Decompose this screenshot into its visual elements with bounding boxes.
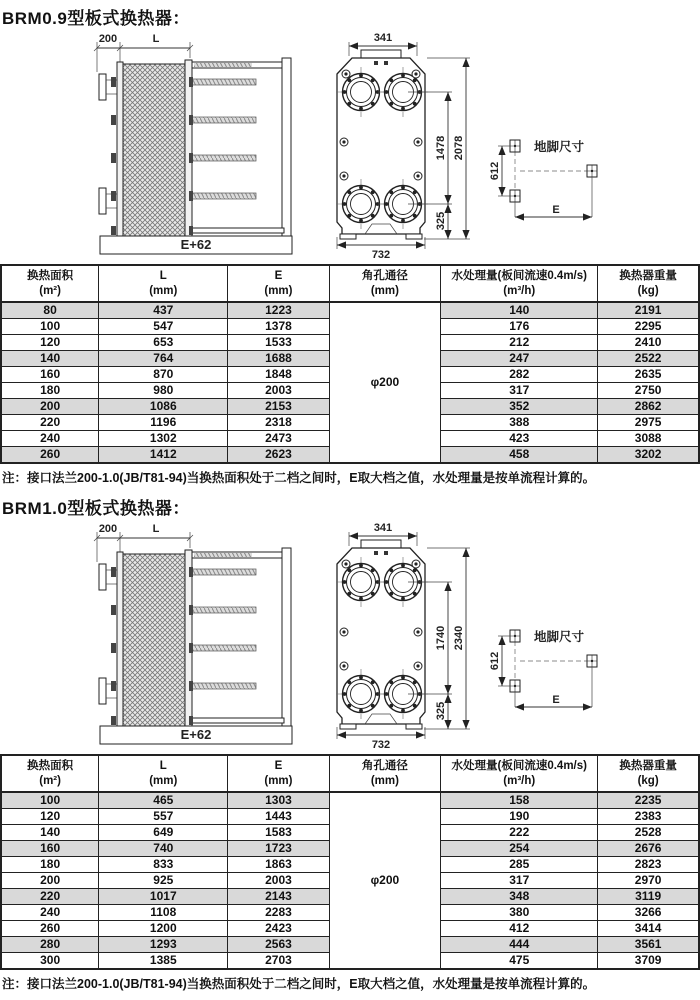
table-cell: 2623: [228, 447, 329, 464]
table-cell: 317: [441, 873, 598, 889]
table-cell: 465: [99, 792, 228, 809]
table-cell: 260: [1, 921, 99, 937]
side-view: [94, 523, 292, 744]
table-cell: 1302: [99, 431, 228, 447]
dim-base-width: 732: [371, 739, 391, 750]
anchor-pad: [510, 680, 520, 692]
table-header: [1, 265, 699, 302]
table-cell: 764: [99, 351, 228, 367]
table-cell: 2676: [598, 841, 699, 857]
table-cell: 180: [1, 383, 99, 399]
col-header-E: E (mm): [228, 755, 329, 792]
col-header-L: L (mm): [99, 265, 228, 302]
spec-table: [0, 754, 700, 970]
table-cell: 1196: [99, 415, 228, 431]
document-page: [0, 4, 700, 992]
table-cell: 285: [441, 857, 598, 873]
table-cell: 220: [1, 889, 99, 905]
col-header-port: 角孔通径 (mm): [329, 755, 441, 792]
table-cell: 437: [99, 302, 228, 319]
table-cell: 547: [99, 319, 228, 335]
table-cell: 3561: [598, 937, 699, 953]
table-header: [1, 755, 699, 792]
table-cell: 2283: [228, 905, 329, 921]
table-cell: 3119: [598, 889, 699, 905]
table-cell: 222: [441, 825, 598, 841]
table-cell: 475: [441, 953, 598, 970]
table-cell: 1688: [228, 351, 329, 367]
col-header-flow: 水处理量(板间流速0.4m/s) (m³/h): [441, 265, 598, 302]
table-cell: 1108: [99, 905, 228, 921]
table-cell: 444: [441, 937, 598, 953]
dim-port-span: 1478: [435, 135, 447, 161]
table-cell: 160: [1, 367, 99, 383]
table-cell: 348: [441, 889, 598, 905]
table-cell: 2522: [598, 351, 699, 367]
anchor-pad: [587, 655, 597, 667]
dim-pack-length: L: [152, 33, 160, 45]
table-body: [1, 792, 699, 969]
section-brm10: [0, 494, 700, 992]
foot-diagram-title: 地脚尺寸: [534, 630, 585, 644]
table-cell: 412: [441, 921, 598, 937]
table-cell: 100: [1, 792, 99, 809]
port-diameter-cell: φ200: [329, 302, 441, 463]
table-row: [1, 302, 699, 319]
table-cell: 388: [441, 415, 598, 431]
table-row: [1, 792, 699, 809]
table-cell: 1385: [99, 953, 228, 970]
port-diameter-cell: φ200: [329, 792, 441, 969]
table-cell: 254: [441, 841, 598, 857]
table-cell: 2563: [228, 937, 329, 953]
table-cell: 2235: [598, 792, 699, 809]
table-cell: 200: [1, 873, 99, 889]
dim-foot-width: E: [552, 694, 560, 706]
table-cell: 140: [1, 351, 99, 367]
table-cell: 649: [99, 825, 228, 841]
table-cell: 2003: [228, 383, 329, 399]
table-cell: 1086: [99, 399, 228, 415]
footnote: 注：接口法兰200-1.0(JB/T81-94)当换热面积处于二档之间时，E取大档之值，水处理量是按单流程计算的。: [2, 977, 596, 991]
footnote: 注：接口法兰200-1.0(JB/T81-94)当换热面积处于二档之间时，E取大档之值，水处理量是按单流程计算的。: [2, 471, 596, 485]
front-view: [336, 522, 470, 750]
table-cell: 140: [1, 825, 99, 841]
dim-top-width: 341: [373, 32, 393, 44]
col-header-weight: 换热器重量 (kg): [598, 755, 699, 792]
col-header-port: 角孔通径 (mm): [329, 265, 441, 302]
dim-base-length: E+62: [180, 237, 212, 252]
dim-frame-width: 200: [98, 523, 118, 535]
table-body: [1, 302, 699, 463]
col-header-E: E (mm): [228, 265, 329, 302]
dim-pack-length: L: [152, 523, 160, 535]
table-cell: 140: [441, 302, 598, 319]
table-cell: 1533: [228, 335, 329, 351]
table-cell: 220: [1, 415, 99, 431]
table-cell: 247: [441, 351, 598, 367]
technical-drawing: [0, 520, 700, 750]
table-cell: 280: [1, 937, 99, 953]
table-cell: 260: [1, 447, 99, 464]
table-cell: 212: [441, 335, 598, 351]
table-cell: 557: [99, 809, 228, 825]
table-cell: 2153: [228, 399, 329, 415]
anchor-pad: [510, 140, 520, 152]
table-cell: 2410: [598, 335, 699, 351]
table-cell: 870: [99, 367, 228, 383]
table-cell: 980: [99, 383, 228, 399]
dim-foot-width: E: [552, 204, 560, 216]
col-header-area: 换热面积 (m²): [1, 755, 99, 792]
dim-total-height: 2340: [453, 625, 465, 651]
table-cell: 1223: [228, 302, 329, 319]
col-header-area: 换热面积 (m²): [1, 265, 99, 302]
table-cell: 200: [1, 399, 99, 415]
table-cell: 3266: [598, 905, 699, 921]
col-header-L: L (mm): [99, 755, 228, 792]
table-cell: 352: [441, 399, 598, 415]
side-view: [94, 33, 292, 254]
anchor-pad: [510, 190, 520, 202]
table-cell: 1443: [228, 809, 329, 825]
table-cell: 2970: [598, 873, 699, 889]
table-cell: 1412: [99, 447, 228, 464]
table-cell: 1378: [228, 319, 329, 335]
table-cell: 120: [1, 335, 99, 351]
table-cell: 190: [441, 809, 598, 825]
table-cell: 158: [441, 792, 598, 809]
table-cell: 1293: [99, 937, 228, 953]
dim-bottom-offset: 325: [435, 211, 447, 231]
dim-top-width: 341: [373, 522, 393, 534]
foot-diagram: [489, 139, 597, 217]
table-cell: 2191: [598, 302, 699, 319]
table-cell: 2143: [228, 889, 329, 905]
table-cell: 2423: [228, 921, 329, 937]
technical-drawing: [0, 30, 700, 260]
table-cell: 1723: [228, 841, 329, 857]
table-cell: 317: [441, 383, 598, 399]
table-cell: 3202: [598, 447, 699, 464]
table-cell: 160: [1, 841, 99, 857]
table-cell: 423: [441, 431, 598, 447]
dim-frame-width: 200: [98, 33, 118, 45]
table-cell: 100: [1, 319, 99, 335]
table-cell: 1848: [228, 367, 329, 383]
table-cell: 2823: [598, 857, 699, 873]
table-cell: 176: [441, 319, 598, 335]
table-cell: 740: [99, 841, 228, 857]
section-title: BRM0.9型板式换热器：: [2, 9, 190, 28]
dim-foot-height: 612: [489, 161, 501, 181]
table-cell: 2635: [598, 367, 699, 383]
table-cell: 2528: [598, 825, 699, 841]
col-header-flow: 水处理量(板间流速0.4m/s) (m³/h): [441, 755, 598, 792]
table-cell: 2383: [598, 809, 699, 825]
table-cell: 2862: [598, 399, 699, 415]
anchor-pad: [587, 165, 597, 177]
table-cell: 2703: [228, 953, 329, 970]
dim-base-width: 732: [371, 249, 391, 260]
section-title: BRM1.0型板式换热器：: [2, 499, 190, 518]
plate-pack: [123, 64, 185, 240]
table-cell: 380: [441, 905, 598, 921]
table-cell: 1303: [228, 792, 329, 809]
table-cell: 653: [99, 335, 228, 351]
section-brm09: [0, 4, 700, 486]
table-cell: 925: [99, 873, 228, 889]
table-cell: 833: [99, 857, 228, 873]
foot-diagram: [489, 629, 597, 707]
table-cell: 2473: [228, 431, 329, 447]
table-cell: 458: [441, 447, 598, 464]
dim-bottom-offset: 325: [435, 701, 447, 721]
dim-total-height: 2078: [453, 135, 465, 161]
anchor-pad: [510, 630, 520, 642]
plate-pack: [123, 554, 185, 730]
foot-diagram-title: 地脚尺寸: [534, 140, 585, 154]
dim-base-length: E+62: [180, 727, 212, 742]
dim-port-span: 1740: [435, 625, 447, 651]
table-cell: 1017: [99, 889, 228, 905]
table-cell: 1200: [99, 921, 228, 937]
table-cell: 180: [1, 857, 99, 873]
table-cell: 3709: [598, 953, 699, 970]
front-view: [336, 32, 470, 260]
spec-table: [0, 264, 700, 464]
table-cell: 3088: [598, 431, 699, 447]
table-cell: 300: [1, 953, 99, 970]
dim-foot-height: 612: [489, 651, 501, 671]
table-cell: 240: [1, 431, 99, 447]
table-cell: 2003: [228, 873, 329, 889]
table-cell: 1863: [228, 857, 329, 873]
table-cell: 2295: [598, 319, 699, 335]
table-cell: 2750: [598, 383, 699, 399]
table-cell: 3414: [598, 921, 699, 937]
table-cell: 2975: [598, 415, 699, 431]
table-cell: 1583: [228, 825, 329, 841]
table-cell: 282: [441, 367, 598, 383]
table-cell: 240: [1, 905, 99, 921]
col-header-weight: 换热器重量 (kg): [598, 265, 699, 302]
table-cell: 2318: [228, 415, 329, 431]
table-cell: 80: [1, 302, 99, 319]
table-cell: 120: [1, 809, 99, 825]
